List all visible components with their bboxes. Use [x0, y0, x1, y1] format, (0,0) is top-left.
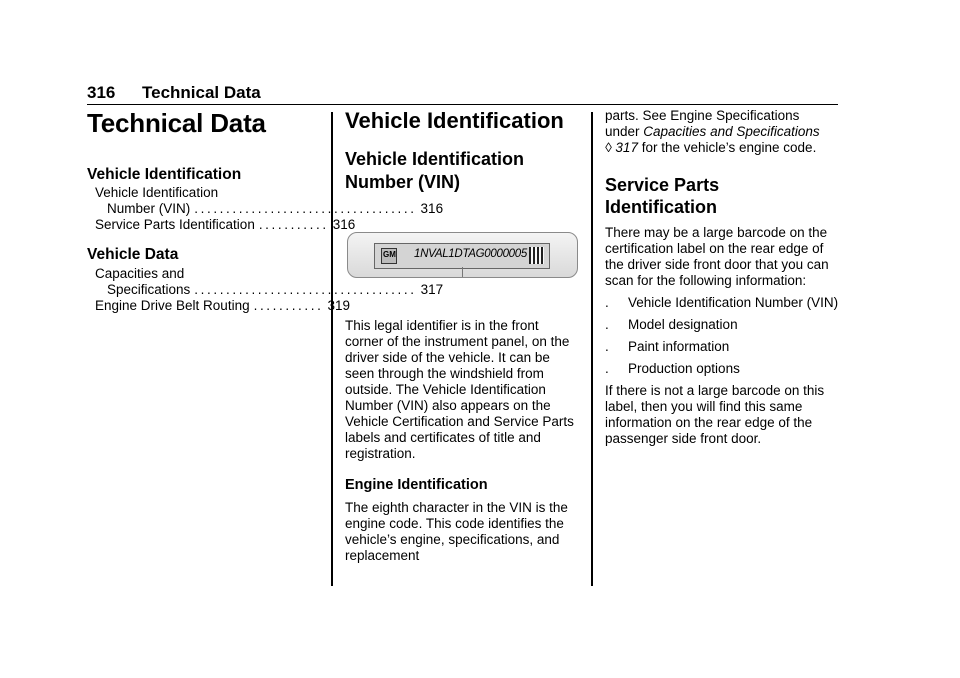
- service-parts-heading-line1: Service Parts: [605, 175, 720, 195]
- list-item: . Production options: [605, 361, 740, 376]
- vin-label: [374, 243, 550, 269]
- capacities-link[interactable]: Capacities and Specifications: [643, 124, 820, 139]
- toc-entry-label: Number (VIN): [107, 201, 191, 216]
- page-header: [87, 82, 838, 105]
- continued-prefix: under: [605, 124, 644, 139]
- toc-page-number: 317: [420, 282, 444, 297]
- continued-line1: parts. See Engine Specifications: [605, 108, 800, 123]
- column-divider-1: [331, 112, 333, 586]
- vin-heading-line1: Vehicle Identification: [345, 149, 525, 169]
- leader-dots: ...........: [253, 298, 324, 313]
- running-section-title: Technical Data: [142, 83, 261, 102]
- leader-dots: ...................................: [194, 201, 417, 216]
- vin-heading-line2: Number (VIN): [345, 172, 461, 192]
- leader-dots: ...........: [258, 217, 329, 232]
- toc-page-number: 316: [420, 201, 444, 216]
- toc-page-number: 316: [332, 217, 356, 232]
- toc-entry-service-parts[interactable]: [87, 217, 356, 233]
- leader-dots: ...................................: [194, 282, 417, 297]
- column-divider-2: [591, 112, 593, 586]
- toc-heading: Vehicle Data: [87, 246, 179, 263]
- toc-page-number: 319: [327, 298, 350, 313]
- list-item: . Model designation: [605, 317, 738, 332]
- chapter-title: Technical Data: [87, 108, 266, 138]
- closing-paragraph: If there is not a large barcode on this label, then you will find this same information on the rear edge of the passenger side front door.: [605, 383, 825, 446]
- vin-plate-illustration: [347, 232, 578, 278]
- bullet-icon: .: [605, 361, 609, 376]
- toc-entry-label: Vehicle Identification: [95, 185, 219, 200]
- barcode-icon: [529, 247, 544, 264]
- gm-logo-icon: [381, 248, 397, 264]
- section-title: Vehicle Identification: [345, 108, 564, 133]
- service-parts-column: [605, 108, 840, 447]
- service-parts-paragraph: There may be a large barcode on the certification label on the rear edge of the driver side front door that you can scan for the following information:: [605, 225, 829, 288]
- list-item: . Paint information: [605, 339, 730, 354]
- engine-paragraph: The eighth character in the VIN is the engine code. This code identifies the vehicle’s engine, specifications, and replacement: [345, 500, 568, 563]
- continued-line3: for the vehicle’s engine code.: [637, 140, 817, 155]
- toc-entry-label: Specifications: [107, 282, 191, 297]
- bullet-icon: .: [605, 317, 609, 332]
- page-reference-317[interactable]: ◊ 317: [605, 140, 638, 155]
- toc-entry-capacities[interactable]: [87, 266, 444, 298]
- toc-entry-label: Engine Drive Belt Routing: [95, 298, 250, 313]
- toc-section: [87, 166, 444, 233]
- page-number: 316: [87, 83, 116, 102]
- toc-entry-vin[interactable]: [87, 185, 444, 217]
- vin-number: 1NVAL1DTAG0000005: [414, 248, 527, 260]
- toc-heading: Vehicle Identification: [87, 166, 242, 183]
- engine-identification-heading: Engine Identification: [345, 477, 488, 493]
- vehicle-identification-column: [345, 108, 580, 564]
- service-parts-heading-line2: Identification: [605, 197, 717, 217]
- toc-entry-label: Service Parts Identification: [95, 217, 255, 232]
- continued-paragraph: [605, 108, 840, 156]
- bullet-list: [605, 295, 840, 377]
- plate-stem: [462, 267, 463, 277]
- vin-paragraph: This legal identifier is in the front corner of the instrument panel, on the driver side of the vehicle. It can be seen through the windshield from outside. The Vehicle Identification Number (VIN) also appears on the Vehicle Certification and Service Parts labels and certificates of title and registration.: [345, 318, 574, 461]
- toc-entry-label: Capacities and: [95, 266, 185, 281]
- toc-entry-belt-routing[interactable]: [87, 298, 350, 314]
- list-item: . Vehicle Identification Number (VIN): [605, 295, 839, 310]
- gm-logo-text: GM: [383, 250, 396, 259]
- bullet-icon: .: [605, 295, 609, 310]
- bullet-icon: .: [605, 339, 609, 354]
